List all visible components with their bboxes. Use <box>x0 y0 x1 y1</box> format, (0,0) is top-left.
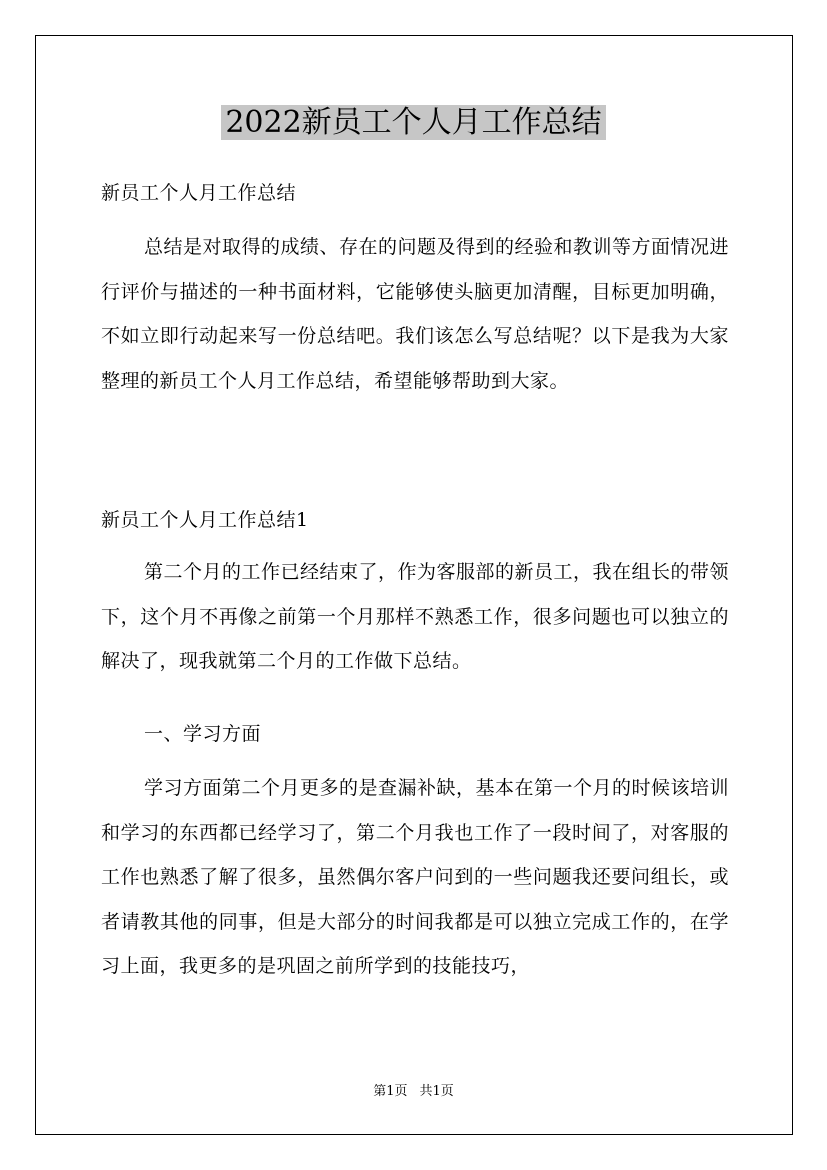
document-title <box>0 103 827 143</box>
intro-heading: 新员工个人月工作总结 <box>101 182 297 204</box>
section1-heading: 新员工个人月工作总结1 <box>101 509 309 531</box>
intro-paragraph: 总结是对取得的成绩、存在的问题及得到的经验和教训等方面情况进行评价与描述的一种书面材料，它能够使头脑更加清醒，目标更加明确，不如立即行动起来写一份总结吧。我们该怎么写总结呢？以下是我为大家整理的新员工个人月工作总结，希望能够帮助到大家。 <box>101 236 730 392</box>
page-number-label: 第1页 <box>373 1084 408 1099</box>
section1-paragraph-1: 第二个月的工作已经结束了，作为客服部的新员工，我在组长的带领下，这个月不再像之前第一个月那样不熟悉工作，很多问题也可以独立的解决了，现我就第二个月的工作做下总结。 <box>101 561 730 672</box>
subheading-study: 一、学习方面 <box>144 723 262 745</box>
page-footer <box>0 1083 827 1101</box>
page-total-label: 共1页 <box>419 1084 454 1099</box>
section1-paragraph-2: 学习方面第二个月更多的是查漏补缺，基本在第一个月的时候该培训和学习的东西都已经学习了，第二个月我也工作了一段时间了，对客服的工作也熟悉了解了很多，虽然偶尔客户问到的一些问题我还要问组长，或者请教其他的同事，但是大部分的时间我都是可以独立完成工作的，在学习上面，我更多的是巩固之前所学到的技能技巧， <box>101 777 730 977</box>
document-title-text: 2022新员工个人月工作总结 <box>221 105 605 140</box>
